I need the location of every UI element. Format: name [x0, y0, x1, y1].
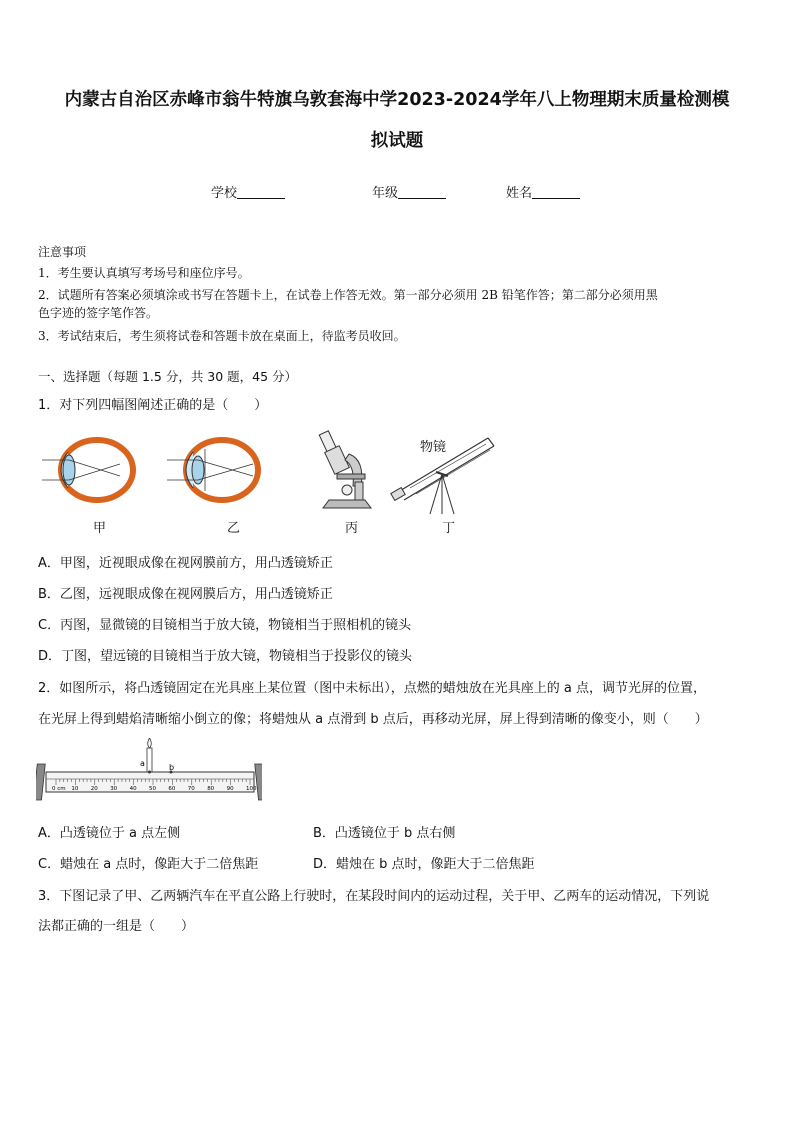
figure-label-yi: 乙 — [227, 521, 241, 536]
q2-option-a[interactable]: A．凸透镜位于 a 点左侧 — [38, 826, 181, 841]
figure-label-jia: 甲 — [93, 521, 107, 536]
q2-stem-line1: 2．如图所示，将凸透镜固定在光具座上某位置（图中未标出），点燃的蜡烛放在光具座上的 a 点，调节光屏的位置， — [38, 681, 707, 696]
name-field — [506, 182, 580, 201]
figure-label-bing: 丙 — [345, 521, 359, 536]
q2-option-c[interactable]: C．蜡烛在 a 点时，像距大于二倍焦距 — [38, 857, 259, 872]
ruler-tick-label: 30 — [110, 786, 118, 792]
grade-blank — [398, 186, 446, 199]
name-blank — [532, 186, 580, 199]
ruler-tick-label: 10 — [71, 786, 79, 792]
ruler-tick-label: 70 — [187, 786, 195, 792]
q1-option-d[interactable]: D．丁图，望远镜的目镜相当于放大镜，物镜相当于投影仪的镜头 — [38, 649, 413, 664]
note-item: 1．考生要认真填写考场号和座位序号。 — [38, 266, 250, 280]
school-blank — [237, 186, 285, 199]
microscope-diagram — [315, 430, 377, 516]
point-a-label: a — [140, 759, 145, 768]
ruler-tick-label: 40 — [129, 786, 137, 792]
name-label: 姓名 — [506, 186, 533, 201]
grade-field — [372, 182, 446, 201]
eye-diagram-yi — [165, 432, 265, 514]
ruler-tick-label: 90 — [226, 786, 234, 792]
eye-diagram-jia — [40, 432, 140, 514]
ruler-tick-label: 80 — [207, 786, 215, 792]
grade-label: 年级 — [372, 186, 399, 201]
school-label: 学校 — [211, 186, 238, 201]
exam-title-line2: 拟试题 — [370, 131, 424, 151]
q1-option-a[interactable]: A．甲图，近视眼成像在视网膜前方，用凸透镜矫正 — [38, 556, 333, 571]
notes-heading: 注意事项 — [38, 245, 87, 259]
optical-bench-diagram — [36, 738, 262, 802]
ruler-unit-label: 0 cm — [52, 786, 66, 792]
ruler-tick-label: 20 — [90, 786, 98, 792]
note-item: 3．考试结束后，考生须将试卷和答题卡放在桌面上，待监考员收回。 — [38, 329, 406, 343]
point-b-label: b — [169, 763, 175, 772]
ruler-tick-label: 50 — [149, 786, 156, 792]
figure-label-ding: 丁 — [442, 521, 456, 536]
q2-stem-line2: 在光屏上得到蜡焰清晰缩小倒立的像；将蜡烛从 a 点滑到 b 点后，再移动光屏，屏上得到清晰的像变小，则（ ） — [38, 712, 708, 727]
q3-stem-line1: 3．下图记录了甲、乙两辆汽车在平直公路上行驶时，在某段时间内的运动过程，关于甲、乙两车的运动情况，下列说 — [38, 889, 710, 904]
exam-title-line1: 内蒙古自治区赤峰市翁牛特旗乌敦套海中学2023-2024学年八上物理期末质量检测模 — [64, 90, 730, 110]
ruler-tick-label: 60 — [168, 786, 176, 792]
q1-option-c[interactable]: C．丙图，显微镜的目镜相当于放大镜，物镜相当于照相机的镜头 — [38, 618, 412, 633]
objective-lens-label: 物镜 — [420, 440, 447, 455]
school-field — [211, 182, 285, 201]
note-item: 色字迹的签字笔作答。 — [38, 306, 159, 320]
q2-option-d[interactable]: D．蜡烛在 b 点时，像距大于二倍焦距 — [313, 857, 535, 872]
note-item: 2．试题所有答案必须填涂或书写在答题卡上，在试卷上作答无效。第一部分必须用 2B 铅笔作答；第二部分必须用黑 — [38, 288, 658, 302]
section-heading: 一、选择题（每题 1.5 分，共 30 题，45 分） — [38, 369, 298, 384]
q3-stem-line2: 法都正确的一组是（ ） — [38, 919, 195, 934]
q1-stem: 1．对下列四幅图阐述正确的是（ ） — [38, 398, 268, 413]
ruler-tick-label: 100 — [246, 786, 257, 792]
q2-option-b[interactable]: B．凸透镜位于 b 点右侧 — [313, 826, 456, 841]
q1-option-b[interactable]: B．乙图，远视眼成像在视网膜后方，用凸透镜矫正 — [38, 587, 333, 602]
